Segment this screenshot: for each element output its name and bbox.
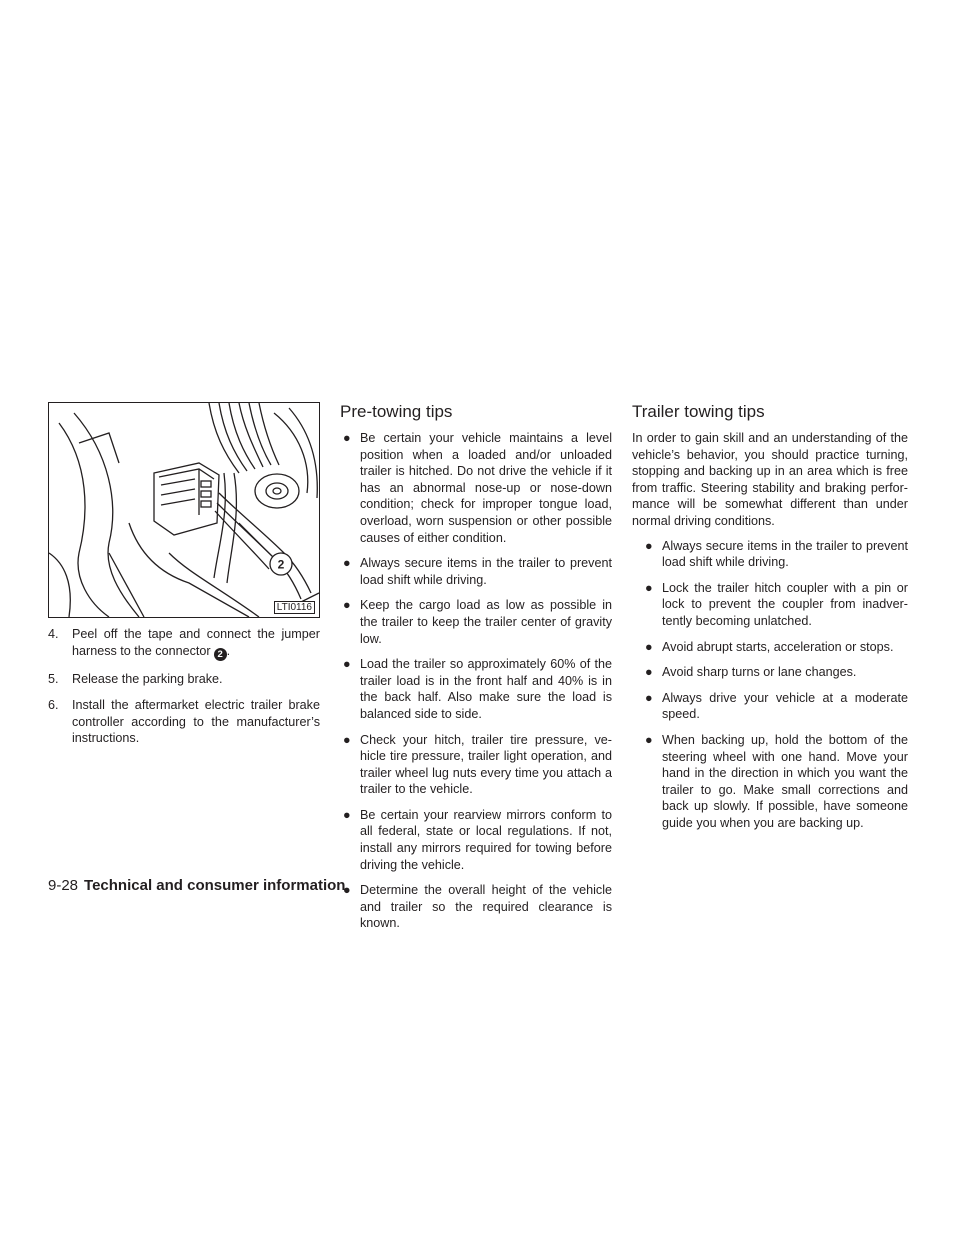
list-item-text: Always secure items in the trailer to prevent load shift while driving. bbox=[360, 556, 612, 587]
step-text: Peel off the tape and connect the jumper harness to the connector bbox=[72, 627, 320, 658]
connector-callout-badge: 2 bbox=[214, 648, 227, 661]
step-text: Install the aftermarket electric trailer brake controller according to the manufacturer’s instructions. bbox=[72, 698, 320, 746]
figure-callout-number: 2 bbox=[277, 557, 285, 572]
list-item bbox=[340, 555, 612, 588]
list-item-text: Always drive your vehicle at a moderate speed. bbox=[662, 690, 908, 722]
right-column bbox=[632, 402, 908, 840]
procedure-steps bbox=[48, 626, 320, 747]
step-item bbox=[48, 671, 320, 688]
bullet-icon: ● bbox=[645, 690, 653, 705]
list-item bbox=[632, 639, 908, 656]
step-number: 4. bbox=[48, 627, 59, 641]
list-item bbox=[340, 656, 612, 722]
left-column bbox=[48, 402, 320, 757]
list-item bbox=[632, 664, 908, 681]
bullet-icon: ● bbox=[645, 732, 653, 747]
list-item-text: Always secure items in the trailer to prevent load shift while driving. bbox=[662, 538, 908, 570]
bullet-icon: ● bbox=[645, 538, 653, 553]
bullet-icon: ● bbox=[343, 431, 351, 445]
bullet-icon: ● bbox=[343, 883, 351, 898]
bullet-icon: ● bbox=[645, 665, 653, 680]
list-item bbox=[632, 690, 908, 723]
step-number: 6. bbox=[48, 698, 59, 713]
bullet-icon: ● bbox=[645, 639, 653, 654]
page-number: 9-28 bbox=[48, 877, 79, 894]
list-item-text: Avoid sharp turns or lane changes. bbox=[662, 665, 857, 680]
list-item bbox=[340, 732, 612, 798]
towing-list bbox=[632, 538, 908, 832]
pretowing-list bbox=[340, 430, 612, 932]
step-item bbox=[48, 626, 320, 661]
step-number: 5. bbox=[48, 671, 59, 686]
list-item bbox=[632, 538, 908, 571]
bullet-icon: ● bbox=[343, 556, 351, 571]
page-footer bbox=[48, 877, 345, 895]
list-item-text: Determine the overall height of the vehicle and trailer so the required clearance is known. bbox=[360, 883, 612, 931]
step-tail: . bbox=[226, 643, 231, 658]
list-item bbox=[340, 882, 612, 932]
bullet-icon: ● bbox=[343, 807, 351, 822]
bullet-icon: ● bbox=[343, 732, 351, 747]
list-item bbox=[632, 732, 908, 832]
list-item-text: Lock the trailer hitch coupler with a pin or lock to prevent the coupler from inadver-tently becoming unlatched. bbox=[662, 580, 908, 628]
connector-illustration bbox=[48, 402, 320, 618]
list-item-text: Keep the cargo load as low as possible in the trailer to keep the trailer center of gravity low. bbox=[360, 598, 612, 646]
wiring-harness-drawing bbox=[49, 403, 319, 617]
step-item bbox=[48, 697, 320, 747]
bullet-icon: ● bbox=[645, 580, 653, 595]
towing-intro: In order to gain skill and an understanding of the vehicle’s behavior, you should practice turning, stopping and backing up in an area which is free from traffic. Steering stability and braking perfor-mance will be somewhat different than under normal driving conditions. bbox=[632, 431, 908, 528]
list-item bbox=[340, 597, 612, 647]
figure-id-label: LTI0116 bbox=[274, 601, 315, 614]
list-item-text: When backing up, hold the bottom of the steering wheel with one hand. Move your hand in the direction in which you want the trailer to go. Make small corrections and back up slowly. If possible, have someone guide you when you are backing up. bbox=[662, 732, 908, 830]
list-item-text: Avoid abrupt starts, acceleration or stops. bbox=[662, 639, 894, 654]
pretowing-heading: Pre-towing tips bbox=[340, 402, 453, 421]
section-title: Technical and consumer information bbox=[84, 877, 346, 894]
list-item bbox=[340, 430, 612, 546]
list-item bbox=[632, 580, 908, 630]
list-item-text: Be certain your vehicle maintains a level position when a loaded and/or unloaded trailer is hitched. Do not drive the vehicle if it has an abnormal nose-up or nose-down condition; check for improper tongue load, overload, worn suspension or other possible causes of either condition. bbox=[360, 431, 612, 545]
step-text: Release the parking brake. bbox=[72, 671, 223, 686]
list-item-text: Check your hitch, trailer tire pressure, ve-hicle tire pressure, trailer light operation, and trailer wheel lug nuts every time you attach a trailer to the vehicle. bbox=[360, 732, 612, 797]
bullet-icon: ● bbox=[343, 598, 351, 613]
list-item bbox=[340, 807, 612, 873]
list-item-text: Be certain your rearview mirrors conform to all federal, state or local regulations. If not, install any mirrors required for towing before driving the vehicle. bbox=[360, 807, 612, 872]
towing-heading: Trailer towing tips bbox=[632, 402, 765, 421]
bullet-icon: ● bbox=[343, 657, 351, 672]
list-item-text: Load the trailer so approximately 60% of the trailer load is in the front half and 40% is in the back half. Also make sure the load is balanced side to side. bbox=[360, 657, 612, 721]
middle-column bbox=[340, 402, 612, 941]
